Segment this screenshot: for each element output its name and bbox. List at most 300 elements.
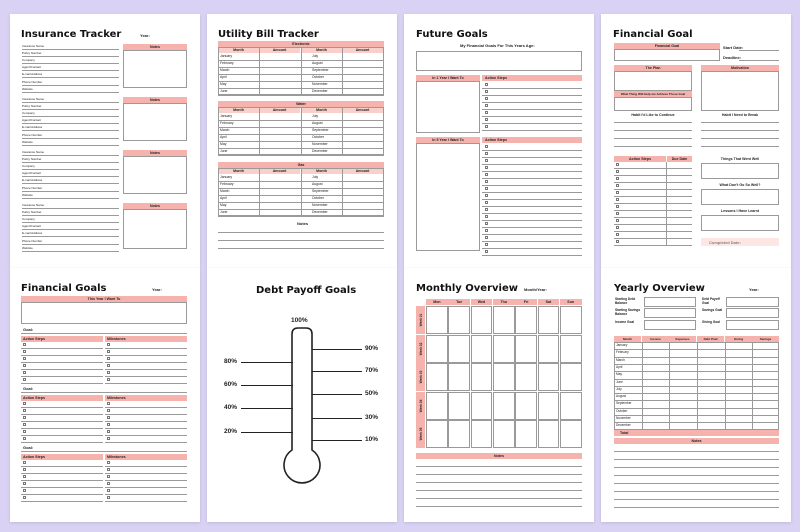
rule-line <box>416 474 582 475</box>
yearly-overview-page <box>601 268 791 522</box>
summary-box[interactable] <box>726 297 779 307</box>
checkbox[interactable] <box>616 233 619 236</box>
page-title: Financial Goals <box>21 283 107 294</box>
rule-line <box>105 362 187 363</box>
day-cell[interactable] <box>471 306 493 334</box>
insurance-field-label: Agent/Contact <box>22 118 42 123</box>
day-cell[interactable] <box>493 392 515 420</box>
goal-period-box[interactable] <box>416 143 480 251</box>
checkbox[interactable] <box>23 461 26 464</box>
rule-line <box>21 473 103 474</box>
checkbox[interactable] <box>107 350 110 353</box>
month-cell: February <box>220 61 234 65</box>
insurance-field-label: Agent/Contact <box>22 65 42 70</box>
checkbox[interactable] <box>23 343 26 346</box>
day-cell[interactable] <box>515 392 537 420</box>
checkbox[interactable] <box>107 378 110 381</box>
day-cell[interactable] <box>515 306 537 334</box>
goal-period-box[interactable] <box>416 81 480 133</box>
rule-line <box>21 376 103 377</box>
action-steps-header: Action Steps <box>21 395 103 401</box>
rule-line <box>22 191 119 192</box>
milestones-header: Milestones <box>105 454 187 460</box>
checkbox[interactable] <box>107 343 110 346</box>
rule-line <box>22 251 119 252</box>
day-cell[interactable] <box>538 392 560 420</box>
rule-line <box>218 232 384 233</box>
day-cell[interactable] <box>426 392 448 420</box>
month-cell: March <box>616 357 625 362</box>
checkbox[interactable] <box>616 226 619 229</box>
grid-divider <box>301 107 302 155</box>
day-header: Sun <box>560 299 582 305</box>
rule-line <box>105 414 187 415</box>
checkbox[interactable] <box>485 166 488 169</box>
checkbox[interactable] <box>485 250 488 253</box>
insurance-field-label: Insurance Name <box>22 96 45 101</box>
checkbox[interactable] <box>23 402 26 405</box>
page-title: Utility Bill Tracker <box>218 29 319 40</box>
day-cell[interactable] <box>448 420 470 448</box>
checkbox[interactable] <box>616 163 619 166</box>
checkbox[interactable] <box>485 236 488 239</box>
month-cell: April <box>220 196 227 200</box>
rule-line <box>482 255 582 256</box>
day-cell[interactable] <box>471 420 493 448</box>
checkbox[interactable] <box>485 222 488 225</box>
notes-box[interactable] <box>123 50 187 88</box>
goal-label: Goal: <box>23 386 34 391</box>
insurance-field-label: Company <box>22 163 35 168</box>
rule-line <box>22 162 119 163</box>
grid-divider <box>697 342 698 430</box>
went-well-box[interactable] <box>701 163 779 179</box>
rule-line <box>21 451 187 452</box>
milestones-header: Milestones <box>105 336 187 342</box>
future-goals-page <box>404 14 594 268</box>
checkbox[interactable] <box>23 423 26 426</box>
checkbox[interactable] <box>616 177 619 180</box>
checkbox[interactable] <box>616 184 619 187</box>
week-label-text: Week 01 <box>419 313 423 327</box>
checkbox[interactable] <box>616 198 619 201</box>
checkbox[interactable] <box>23 350 26 353</box>
thermometer-tick-left <box>241 385 293 386</box>
rule-line <box>105 435 187 436</box>
section-header: Gas <box>218 162 384 168</box>
checkbox[interactable] <box>485 180 488 183</box>
rule-line <box>21 442 103 443</box>
lessons-box[interactable] <box>701 215 779 231</box>
column-header: Amount <box>259 107 300 113</box>
checkbox[interactable] <box>107 489 110 492</box>
month-cell: July <box>312 54 319 58</box>
checkbox[interactable] <box>485 159 488 162</box>
day-cell[interactable] <box>560 306 582 334</box>
notes-box[interactable] <box>123 156 187 194</box>
rule-line <box>614 182 692 183</box>
day-cell[interactable] <box>493 363 515 391</box>
rule-line <box>105 428 187 429</box>
day-cell[interactable] <box>493 306 515 334</box>
checkbox[interactable] <box>485 173 488 176</box>
rule-line <box>21 348 103 349</box>
motivation-header: Motivation <box>701 65 779 71</box>
month-cell: May <box>220 82 227 86</box>
notes-box[interactable] <box>123 209 187 249</box>
column-header: Month <box>301 47 342 53</box>
day-cell[interactable] <box>448 306 470 334</box>
rule-line <box>614 483 779 484</box>
summary-box[interactable] <box>644 297 696 307</box>
notes-label: Notes <box>297 221 309 226</box>
insurance-field-label: E-mail Address <box>22 125 43 130</box>
checkbox[interactable] <box>23 378 26 381</box>
grid-divider <box>259 47 260 95</box>
rule-line <box>482 171 582 172</box>
rule-line <box>482 88 582 89</box>
grid-divider <box>301 168 302 216</box>
column-header: Amount <box>259 168 300 174</box>
motivation-box[interactable] <box>701 71 779 111</box>
day-cell[interactable] <box>471 392 493 420</box>
habit-continue-header: Habit I'd Like to Continue <box>614 112 692 118</box>
checkbox[interactable] <box>23 437 26 440</box>
rule-line <box>482 95 582 96</box>
rule-line <box>21 362 103 363</box>
rule-line <box>482 109 582 110</box>
notes-box[interactable] <box>123 103 187 141</box>
insurance-field-label: Phone Number <box>22 79 43 84</box>
rule-line <box>614 451 779 452</box>
column-header: Month <box>301 107 342 113</box>
thermometer-tick-right <box>312 349 362 350</box>
checkbox[interactable] <box>107 409 110 412</box>
month-cell: January <box>220 175 233 179</box>
month-cell: July <box>312 114 319 118</box>
what-thing-header: What Thing Will Help me Achieve Those Goal <box>614 91 692 97</box>
checkbox[interactable] <box>485 215 488 218</box>
month-cell: February <box>220 121 234 125</box>
total-row: Total <box>614 430 779 436</box>
day-header: Fri <box>515 299 537 305</box>
day-cell[interactable] <box>448 363 470 391</box>
insurance-field-label: Website <box>22 86 33 91</box>
notes-header: Notes <box>123 150 187 156</box>
action-steps-header: Action Steps <box>482 75 582 81</box>
checkbox[interactable] <box>107 371 110 374</box>
summary-box[interactable] <box>726 320 779 330</box>
month-cell: April <box>220 75 227 79</box>
percent-label-right: 30% <box>365 414 379 421</box>
day-cell[interactable] <box>448 392 470 420</box>
rule-line <box>21 383 103 384</box>
day-cell[interactable] <box>560 420 582 448</box>
checkbox[interactable] <box>616 240 619 243</box>
rule-line <box>105 442 187 443</box>
this-year-box[interactable] <box>21 302 187 324</box>
insurance-field-label: Website <box>22 245 33 250</box>
month-cell: November <box>312 203 328 207</box>
habit-break-header: Habit I Need to Break <box>701 112 779 118</box>
month-cell: May <box>616 372 623 377</box>
month-cell: March <box>220 68 230 72</box>
checkbox[interactable] <box>485 187 488 190</box>
day-cell[interactable] <box>515 420 537 448</box>
rule-line <box>416 482 582 483</box>
year-label: Year: <box>152 287 162 292</box>
day-cell[interactable] <box>560 392 582 420</box>
summary-box[interactable] <box>644 320 696 330</box>
rule-line <box>22 56 119 57</box>
checkbox[interactable] <box>107 461 110 464</box>
checkbox[interactable] <box>107 475 110 478</box>
grid-divider <box>342 107 343 155</box>
column-header: Savings <box>752 336 779 342</box>
checkbox[interactable] <box>485 83 488 86</box>
action-steps-header: Action Steps <box>21 336 103 342</box>
grid-divider <box>669 342 670 430</box>
financial-goal-page <box>601 14 791 268</box>
column-header: Amount <box>259 47 300 53</box>
month-cell: March <box>220 189 230 193</box>
checkbox[interactable] <box>485 152 488 155</box>
rule-line <box>614 138 692 139</box>
rule-line <box>701 122 779 123</box>
checkbox[interactable] <box>23 475 26 478</box>
checkbox[interactable] <box>485 104 488 107</box>
checkbox[interactable] <box>485 97 488 100</box>
rule-line <box>482 185 582 186</box>
insurance-field-label: Policy Number <box>22 156 42 161</box>
checkbox[interactable] <box>107 482 110 485</box>
rule-line <box>482 213 582 214</box>
checkbox[interactable] <box>23 489 26 492</box>
month-cell: September <box>312 68 329 72</box>
rule-line <box>614 122 692 123</box>
went-well-header: Things That Went Well <box>701 156 779 162</box>
insurance-field-label: Policy Number <box>22 50 42 55</box>
month-cell: January <box>616 343 628 347</box>
year-label: Year: <box>749 287 759 292</box>
day-header: Thu <box>493 299 515 305</box>
week-label <box>416 306 425 334</box>
financial-goal-box[interactable] <box>614 49 720 61</box>
month-cell: June <box>220 149 228 153</box>
checkbox[interactable] <box>107 416 110 419</box>
week-label-text: Week 03 <box>419 370 423 384</box>
checkbox[interactable] <box>485 145 488 148</box>
day-cell[interactable] <box>538 420 560 448</box>
rule-line <box>614 168 692 169</box>
page-title: Debt Payoff Goals <box>256 285 357 296</box>
column-header: Giving <box>725 336 752 342</box>
day-cell[interactable] <box>471 335 493 363</box>
checkbox[interactable] <box>107 357 110 360</box>
rule-line <box>482 234 582 235</box>
notes-header: Notes <box>614 438 779 444</box>
day-cell[interactable] <box>426 335 448 363</box>
summary-label: Starting Savings Balance <box>615 308 641 316</box>
checkbox[interactable] <box>23 496 26 499</box>
summary-box[interactable] <box>644 308 696 318</box>
page-title: Financial Goal <box>613 29 693 40</box>
day-cell[interactable] <box>493 420 515 448</box>
month-cell: August <box>312 61 323 65</box>
percent-label-left: 20% <box>224 428 238 435</box>
checkbox[interactable] <box>616 170 619 173</box>
month-cell: August <box>312 182 323 186</box>
checkbox[interactable] <box>616 212 619 215</box>
checkbox[interactable] <box>485 111 488 114</box>
summary-box[interactable] <box>726 308 779 318</box>
checkbox[interactable] <box>616 219 619 222</box>
insurance-field-label: Website <box>22 192 33 197</box>
checkbox[interactable] <box>485 90 488 93</box>
rule-line <box>701 146 779 147</box>
grid-divider <box>642 342 643 430</box>
start-date-label: Start Date: <box>723 45 744 50</box>
summary-label: Giving Goal <box>702 320 720 324</box>
day-cell[interactable] <box>426 420 448 448</box>
rule-line <box>21 369 103 370</box>
notes-header: Notes <box>123 44 187 50</box>
thermometer-tick-left <box>241 408 293 409</box>
rule-line <box>105 480 187 481</box>
checkbox[interactable] <box>23 416 26 419</box>
summary-label: Income Goal <box>615 320 635 324</box>
rule-line <box>614 238 692 239</box>
checkbox[interactable] <box>485 194 488 197</box>
rule-line <box>105 355 187 356</box>
month-cell: September <box>616 401 632 406</box>
rule-line <box>614 224 692 225</box>
what-thing-box[interactable] <box>614 97 692 111</box>
week-label-text: Week 02 <box>419 342 423 356</box>
rule-line <box>482 157 582 158</box>
rule-line <box>614 210 692 211</box>
utility-bill-tracker-page <box>207 14 397 268</box>
checkbox[interactable] <box>485 243 488 246</box>
rule-line <box>22 85 119 86</box>
rule-line <box>614 146 692 147</box>
checkbox[interactable] <box>107 430 110 433</box>
month-cell: June <box>220 89 228 93</box>
month-cell: August <box>616 394 626 399</box>
month-cell: May <box>220 203 227 207</box>
checkbox[interactable] <box>23 430 26 433</box>
month-cell: October <box>312 75 325 79</box>
checkbox[interactable] <box>107 437 110 440</box>
rule-line <box>416 498 582 499</box>
day-cell[interactable] <box>448 335 470 363</box>
year-label: Year: <box>140 33 150 38</box>
column-header: Month <box>218 107 259 113</box>
month-cell: October <box>616 408 628 413</box>
day-cell[interactable] <box>426 363 448 391</box>
rule-line <box>105 487 187 488</box>
checkbox[interactable] <box>107 423 110 426</box>
day-cell[interactable] <box>493 335 515 363</box>
percent-label-left: 80% <box>224 358 238 365</box>
checkbox[interactable] <box>616 205 619 208</box>
day-cell[interactable] <box>471 363 493 391</box>
thermometer-tick-left <box>241 432 293 433</box>
checkbox[interactable] <box>107 364 110 367</box>
page-title: Monthly Overview <box>416 283 518 294</box>
rule-line <box>482 178 582 179</box>
day-cell[interactable] <box>538 306 560 334</box>
percent-label-right: 90% <box>365 345 379 352</box>
checkbox[interactable] <box>23 482 26 485</box>
goal-label: Goal: <box>23 445 34 450</box>
day-cell[interactable] <box>515 335 537 363</box>
dont-go-header: What Don't Go So Well? <box>701 182 779 188</box>
goal-age-box[interactable] <box>416 51 582 71</box>
rule-line <box>482 206 582 207</box>
grid-divider <box>725 342 726 430</box>
checkbox[interactable] <box>107 468 110 471</box>
checkbox[interactable] <box>23 468 26 471</box>
rule-line <box>416 490 582 491</box>
insurance-field-label: Website <box>22 139 33 144</box>
rule-line <box>105 501 187 502</box>
checkbox[interactable] <box>616 191 619 194</box>
day-cell[interactable] <box>538 335 560 363</box>
insurance-field-label: Phone Number <box>22 238 43 243</box>
checkbox[interactable] <box>485 125 488 128</box>
checkbox[interactable] <box>485 208 488 211</box>
day-cell[interactable] <box>538 363 560 391</box>
checkbox[interactable] <box>107 402 110 405</box>
day-cell[interactable] <box>426 306 448 334</box>
day-cell[interactable] <box>560 335 582 363</box>
checkbox[interactable] <box>23 357 26 360</box>
insurance-field-label: Insurance Name <box>22 149 45 154</box>
rule-line <box>105 466 187 467</box>
monthly-overview-page <box>404 268 594 522</box>
day-cell[interactable] <box>515 363 537 391</box>
rule-line <box>614 475 779 476</box>
column-header: Debt Paid <box>697 336 724 342</box>
action-steps-header: Action Steps <box>614 156 666 162</box>
financial-goal-header: Financial Goal <box>614 43 720 49</box>
checkbox[interactable] <box>107 496 110 499</box>
dont-go-box[interactable] <box>701 189 779 205</box>
rule-line <box>21 414 103 415</box>
checkbox[interactable] <box>485 229 488 232</box>
rule-line <box>218 95 384 96</box>
month-cell: July <box>616 386 622 391</box>
day-cell[interactable] <box>560 363 582 391</box>
checkbox[interactable] <box>23 371 26 374</box>
column-header: Income <box>642 336 669 342</box>
week-label <box>416 392 425 420</box>
the-plan-box[interactable] <box>614 71 692 91</box>
rule-line <box>105 369 187 370</box>
this-year-header: This Year I Want To <box>21 296 187 302</box>
rule-line <box>105 348 187 349</box>
column-header: Amount <box>342 47 383 53</box>
checkbox[interactable] <box>485 118 488 121</box>
checkbox[interactable] <box>23 409 26 412</box>
column-header: Month <box>218 168 259 174</box>
rule-line <box>614 231 692 232</box>
rule-line <box>614 245 692 246</box>
rule-line <box>105 473 187 474</box>
checkbox[interactable] <box>23 364 26 367</box>
checkbox[interactable] <box>485 201 488 204</box>
